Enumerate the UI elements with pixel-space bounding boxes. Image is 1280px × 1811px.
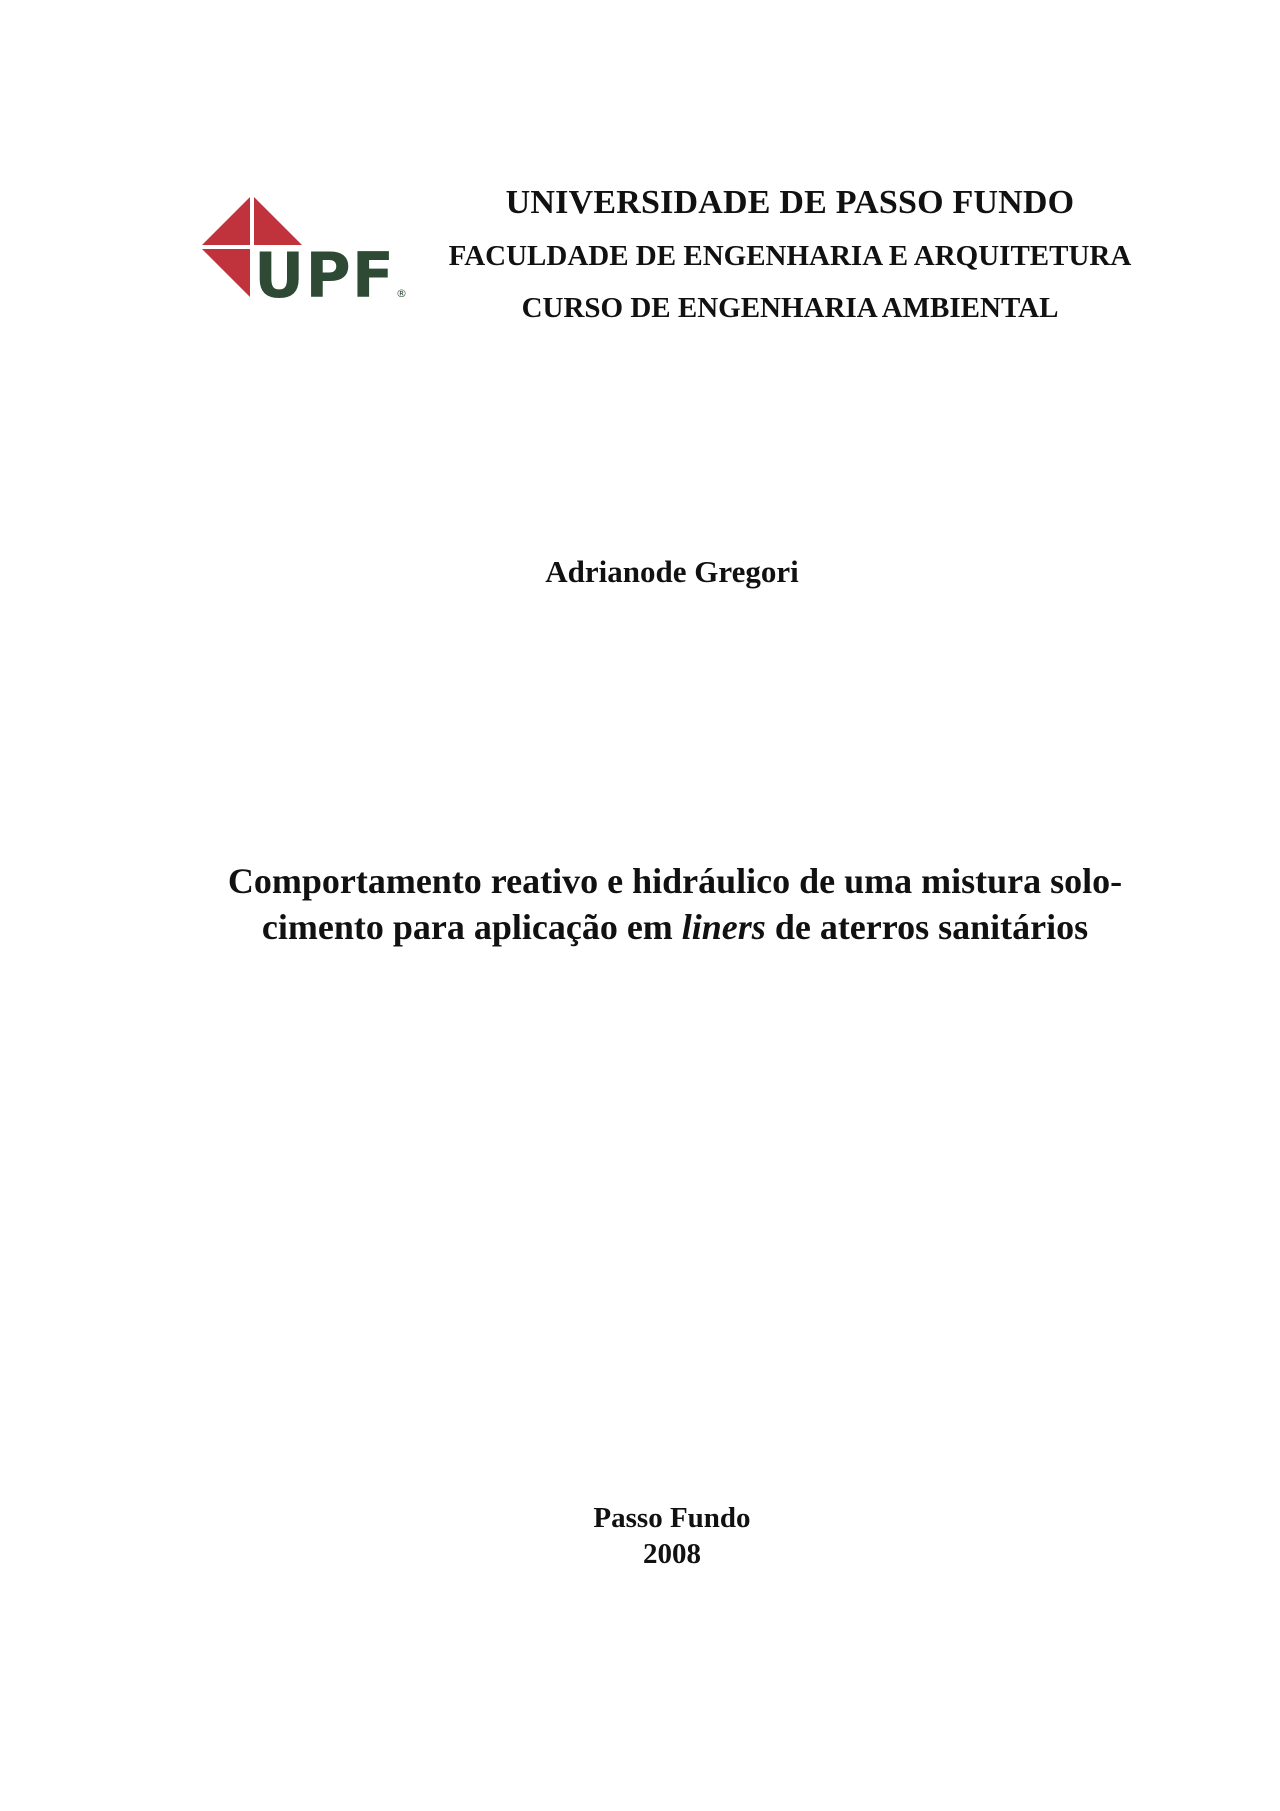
logo-registered-mark: ®	[396, 287, 407, 300]
title-line-2	[140, 904, 1210, 950]
logo-text: UPF	[254, 239, 396, 307]
university-name: UNIVERSIDADE DE PASSO FUNDO	[505, 184, 1075, 221]
title-line-1: Comportamento reativo e hidráulico de uma mistura solo-	[227, 861, 1123, 901]
title-line-2-prefix: cimento para aplicação em	[261, 907, 682, 947]
institution-header	[420, 180, 1160, 326]
document-title	[140, 858, 1210, 950]
faculty-name: FACULDADE DE ENGENHARIA E ARQUITETURA	[448, 240, 1132, 272]
title-line-2-suffix: de aterros sanitários	[765, 907, 1089, 947]
logo-diamond-top-left	[202, 197, 250, 245]
year: 2008	[643, 1538, 701, 1570]
title-italic-term: liners	[681, 907, 766, 947]
logo-diamond-top-right	[254, 197, 302, 245]
footer-block	[0, 1500, 1280, 1572]
author-name: Adrianode Gregori	[545, 554, 799, 589]
upf-logo	[200, 197, 410, 307]
city: Passo Fundo	[593, 1502, 751, 1534]
logo-diamond-bottom-left	[202, 249, 250, 297]
course-name: CURSO DE ENGENHARIA AMBIENTAL	[521, 292, 1059, 324]
